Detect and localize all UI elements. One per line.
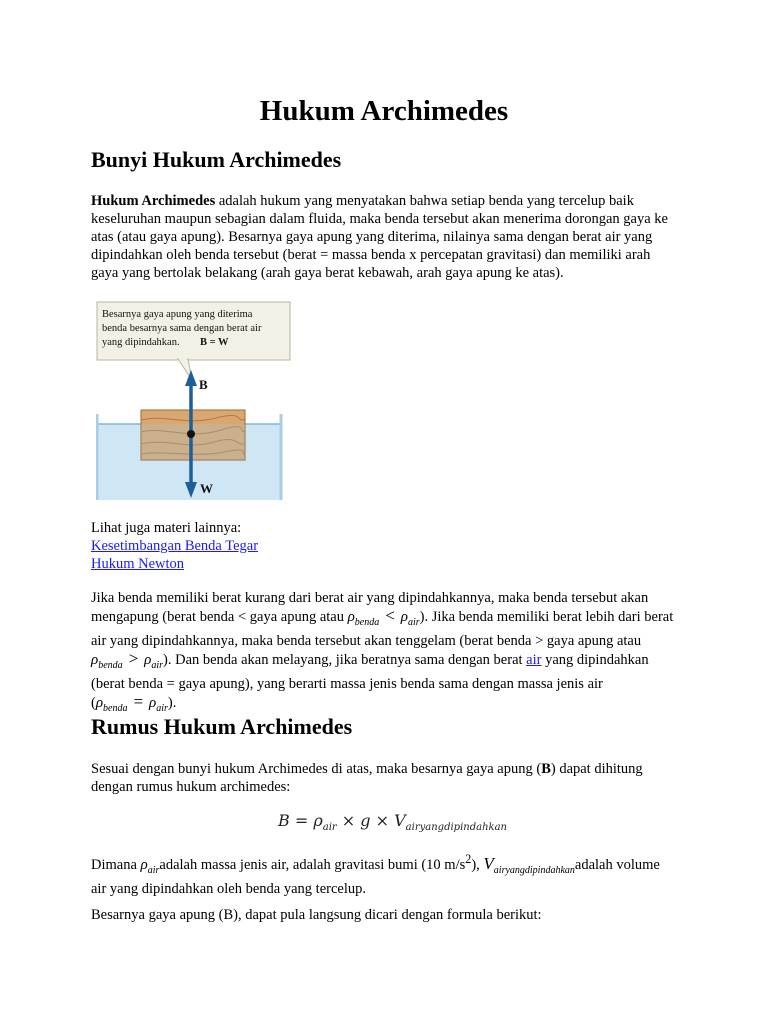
callout-line3: yang dipindahkan. — [102, 337, 180, 348]
link-kesetimbangan-benda-tegar[interactable]: Kesetimbangan Benda Tegar — [91, 538, 259, 554]
math-v-displaced: $V_{airyangdipindahkan}$ — [483, 853, 575, 876]
alternate-formula-paragraph: Besarnya gaya apung (B), dapat pula langsung dicari dengan formula berikut: — [91, 907, 542, 923]
math-rho-benda-gt-rho-air: $\rho_{benda} > \rho_{air}$ — [91, 649, 164, 671]
center-of-mass — [187, 430, 195, 438]
formula-explanation-paragraph: Dimana $\rho_{air}adalah$ massa jenis air, adalah gravitasi bumi (10 $m/s^2$), $V_{airyangdipindahkan}adalah$ volume air yang dipindahkan oleh benda yang tercelup. — [91, 852, 660, 897]
callout-line2: benda besarnya sama dengan berat air — [102, 323, 262, 334]
section-heading-rumus: Rumus Hukum Archimedes — [91, 714, 353, 739]
intro-bold-term: Hukum Archimedes — [91, 193, 216, 209]
archimedes-figure — [96, 300, 292, 500]
label-w: W — [200, 481, 213, 496]
see-also-label: Lihat juga materi lainnya: — [91, 520, 242, 536]
archimedes-formula: $B = \rho_{air} \times g \times V_{airyangdipindahkan}$ — [278, 811, 507, 834]
label-b: B — [199, 377, 208, 392]
page-title: Hukum Archimedes — [259, 95, 509, 127]
intro-paragraph — [91, 192, 677, 282]
p3-text-3: ). Dan benda akan melayang, jika beratnya sama dengan berat — [163, 652, 527, 668]
link-hukum-newton[interactable]: Hukum Newton — [91, 556, 185, 572]
rumus-intro-paragraph: Sesuai dengan bunyi hukum Archimedes di atas, maka besarnya gaya apung (B) dapat dihitung dengan rumus hukum archimedes: — [91, 761, 643, 795]
archimedes-diagram — [96, 300, 292, 500]
intro-text: adalah hukum yang menyatakan bahwa setiap benda yang tercelup baik keseluruhan maupun sebagian dalam fluida, maka benda tersebut akan menerima dorongan gaya ke atas (atau gaya apung). Besarnya gaya apung yang diterima, nilainya sama dengan berat air yang dipindahkan oleh benda tersebut (berat = massa benda x percepatan gravitasi) dan memiliki arah gaya yang bertolak belakang (arah gaya berat kebawah, arah gaya apung ke atas). — [91, 193, 668, 281]
callout-line1: Besarnya gaya apung yang diterima — [102, 309, 253, 320]
p3-text-5: ). — [167, 695, 177, 711]
see-also-block — [91, 519, 258, 573]
p3-text-4: yang dipindahkan (berat benda = gaya apung), yang berarti massa jenis benda sama dengan massa jenis air ( — [91, 652, 649, 711]
p3-text-2: ). Jika benda memiliki berat lebih dari berat air yang dipindahkannya, maka benda tersebut akan tenggelam (berat benda > gaya apung atau — [91, 609, 674, 649]
math-rho-air: $\rho_{air}$ — [140, 856, 160, 876]
p3-text-1: Jika benda memiliki berat kurang dari berat air yang dipindahkannya, maka benda tersebut akan mengapung (berat benda < gaya apung atau — [91, 590, 649, 625]
link-air[interactable]: air — [526, 652, 542, 668]
section-heading-bunyi: Bunyi Hukum Archimedes — [91, 147, 342, 172]
symbol-b: B — [541, 761, 551, 777]
callout-formula: B = W — [200, 337, 229, 348]
math-rho-benda-eq-rho-air: $\rho_{benda} = \rho_{air}$ — [95, 692, 168, 714]
math-rho-benda-lt-rho-air: $\rho_{benda} < \rho_{air}$ — [347, 606, 420, 628]
floating-sinking-paragraph — [91, 589, 677, 718]
